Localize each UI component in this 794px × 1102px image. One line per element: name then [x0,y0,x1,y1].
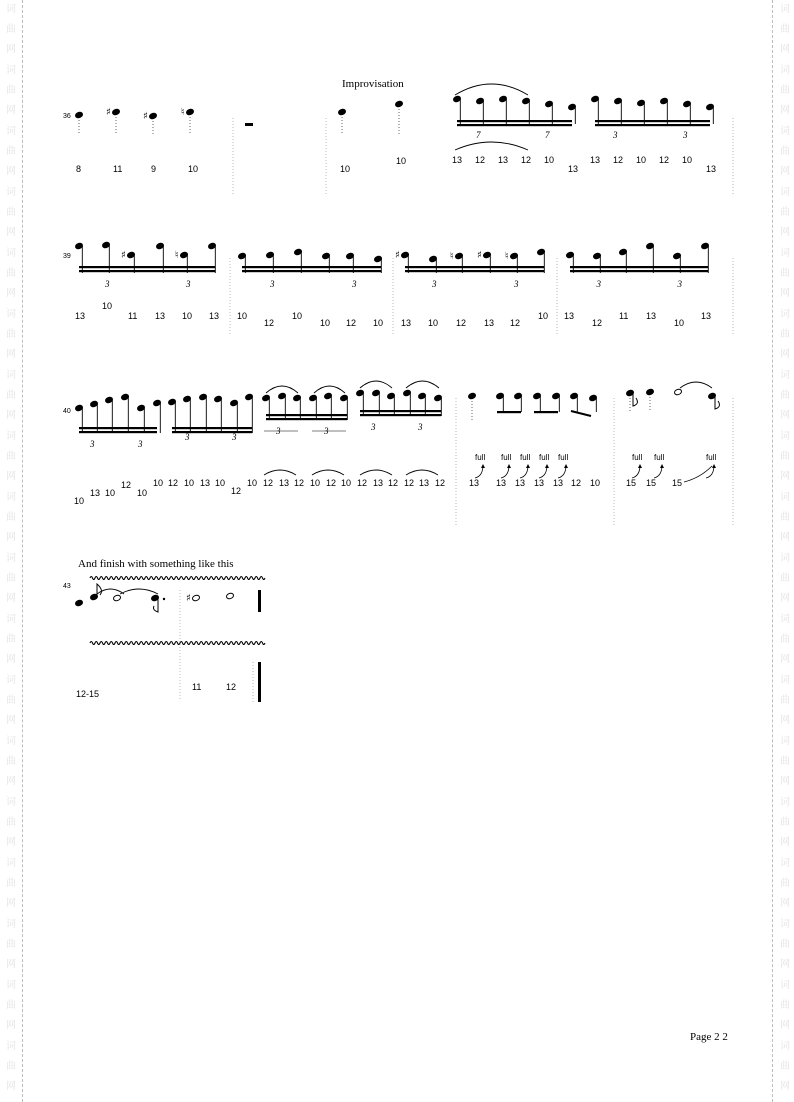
beam [457,120,572,122]
watermark-char: 曲 [6,756,16,767]
watermark-char: 曲 [780,1000,790,1011]
watermark-char: 网 [6,959,16,970]
watermark-char: 网 [780,593,790,604]
tab-number: 10 [215,478,226,488]
watermark-char: 词 [6,431,16,442]
watermark-char: 网 [780,166,790,177]
natural-sign: ♮ [505,251,509,262]
slur [455,142,528,150]
beam [571,411,591,416]
finish-label: And finish with something like this [78,558,234,570]
tab-number: 13 [590,155,601,165]
watermark-char: 网 [6,288,16,299]
watermark-char: 词 [780,187,790,198]
tab-number: 12 [510,318,521,328]
tab-number: 13 [646,311,657,321]
watermark-char: 网 [6,837,16,848]
tuplet-number: 3 [232,432,237,442]
beam [79,266,215,268]
watermark-char: 曲 [6,146,16,157]
tab-number: 13 [452,155,463,165]
tab-number: 9 [151,164,157,174]
watermark-char: 曲 [780,329,790,340]
watermark-char: 网 [6,532,16,543]
flag [715,396,719,409]
watermark-char: 网 [6,898,16,909]
tab-number: 12 [226,682,237,692]
watermark-char: 曲 [780,634,790,645]
tuplet-number: 3 [276,426,281,436]
watermark-char: 网 [6,44,16,55]
tab-number: 12 [263,478,274,488]
natural-sign: ♮ [181,107,185,118]
watermark-char: 网 [6,410,16,421]
note-head [646,388,655,395]
tab-number: 12 [264,318,275,328]
tuplet-number: 7 [476,130,481,140]
note-head [338,108,347,115]
slur [455,84,528,95]
tab-number: 10 [237,311,248,321]
watermark-char: 网 [6,593,16,604]
watermark-char: 曲 [780,573,790,584]
final-barline [258,590,261,612]
watermark-char: 词 [6,980,16,991]
tuplet-number: 3 [677,279,682,289]
tab-number: 13 [373,478,384,488]
natural-sign: ♮ [450,251,454,262]
tuplet-number: 3 [105,279,110,289]
tab-number: 13 [419,478,430,488]
watermark-char: 曲 [780,268,790,279]
tab-number: 10 [674,318,685,328]
tab-number: 8 [76,164,82,174]
sharp-sign: ♯ [477,250,482,261]
bend-arrow [684,466,712,482]
beam [534,411,558,413]
watermark-char: 曲 [780,939,790,950]
bend-arrowhead [481,464,485,468]
final-barline [258,662,261,702]
note-head [113,594,122,601]
tuplet-number: 3 [514,279,519,289]
note-head [112,108,121,115]
tab-number: 10 [188,164,199,174]
improvisation-label: Improvisation [342,78,404,90]
watermark-char: 网 [6,1020,16,1031]
watermark-char: 词 [6,492,16,503]
slur [360,470,392,475]
bend-label: full [475,453,486,462]
bend-arrowhead [638,464,642,468]
sharp-sign: ♯ [143,111,148,122]
watermark-char: 词 [6,858,16,869]
tab-number: 10 [153,478,164,488]
watermark-char: 网 [780,654,790,665]
tuplet-number: 3 [185,432,190,442]
watermark-char: 曲 [6,1061,16,1072]
tab-number: 12-15 [76,689,100,699]
tab-number: 12 [294,478,305,488]
beam [570,270,708,272]
tab-number: 13 [484,318,495,328]
watermark-char: 网 [6,715,16,726]
watermark-char: 词 [6,736,16,747]
tab-number: 10 [184,478,195,488]
beam [595,124,710,126]
tab-number: 11 [619,311,629,321]
watermark-char: 曲 [780,1061,790,1072]
tuplet-number: 3 [418,422,423,432]
slur [312,470,344,475]
watermark-char: 词 [6,919,16,930]
beam [242,266,381,268]
beam [405,270,544,272]
watermark-char: 词 [780,126,790,137]
tuplet-number: 3 [683,130,688,140]
watermark-char: 曲 [6,1000,16,1011]
beam [79,427,157,429]
watermark-char: 词 [780,1041,790,1052]
tuplet-number: 3 [324,426,329,436]
tab-number: 15 [646,478,657,488]
tab-number: 10 [341,478,352,488]
watermark-char: 曲 [780,695,790,706]
vibrato-line [90,642,265,645]
tuplet-number: 3 [371,422,376,432]
slur [120,589,158,594]
watermark-char: 网 [780,288,790,299]
tab-number: 12 [475,155,486,165]
watermark-char: 词 [780,370,790,381]
watermark-char: 词 [780,492,790,503]
watermark-char: 词 [780,4,790,15]
tab-number: 10 [636,155,647,165]
watermark-char: 曲 [6,268,16,279]
tab-number: 10 [682,155,693,165]
watermark-char: 词 [780,65,790,76]
slur [264,470,296,475]
watermark-char: 词 [780,980,790,991]
watermark-char: 曲 [780,817,790,828]
slur [314,386,345,393]
watermark-char: 网 [6,776,16,787]
tab-number: 11 [192,682,202,692]
sharp-sign: ♯ [395,250,400,261]
watermark-char: 词 [6,797,16,808]
watermark-char: 词 [6,248,16,259]
measure-number: 39 [63,253,71,260]
watermark-char: 词 [780,858,790,869]
beam [79,431,157,433]
watermark-char: 网 [780,410,790,421]
beam [360,414,441,416]
tab-number: 13 [534,478,545,488]
beam [570,266,708,268]
bend-label: full [632,453,643,462]
note-head [226,592,235,599]
watermark-char: 词 [6,370,16,381]
bend-label: full [706,453,717,462]
tab-number: 10 [544,155,555,165]
beam [266,418,347,420]
watermark-char: 网 [6,349,16,360]
watermark-char: 曲 [6,634,16,645]
bend-arrowhead [545,464,549,468]
watermark-char: 网 [6,166,16,177]
tab-number: 12 [388,478,399,488]
sharp-sign: ♯ [186,593,191,604]
tab-number: 10 [102,301,113,311]
bend-label: full [501,453,512,462]
beam [457,124,572,126]
tab-number: 13 [515,478,526,488]
tab-number: 13 [155,311,166,321]
watermark-char: 曲 [6,939,16,950]
watermark-char: 网 [780,837,790,848]
beam [405,266,544,268]
tab-number: 13 [496,478,507,488]
watermark-char: 网 [780,898,790,909]
note-head [468,392,477,399]
watermark-char: 网 [6,227,16,238]
page-number: Page 2 2 [690,1031,728,1043]
beam [266,414,347,416]
watermark-char: 网 [6,654,16,665]
watermark-char: 词 [6,675,16,686]
tab-number: 12 [571,478,582,488]
tab-number: 13 [706,164,717,174]
tab-number: 10 [373,318,384,328]
watermark-char: 曲 [6,207,16,218]
slur [406,470,438,475]
tab-number: 12 [231,486,242,496]
tab-number: 12 [326,478,337,488]
vibrato-line [90,577,265,580]
watermark-char: 曲 [6,878,16,889]
watermark-char: 词 [780,248,790,259]
watermark-char: 网 [780,105,790,116]
watermark-char: 曲 [6,817,16,828]
tab-number: 13 [701,311,712,321]
tab-number: 12 [346,318,357,328]
tuplet-number: 3 [270,279,275,289]
watermark-char: 网 [780,471,790,482]
tuplet-number: 3 [186,279,191,289]
watermark-char: 网 [6,105,16,116]
bend-arrowhead [660,464,664,468]
tab-number: 15 [626,478,637,488]
watermark-char: 曲 [6,85,16,96]
tab-number: 10 [74,496,85,506]
watermark-char: 词 [780,736,790,747]
tuplet-number: 3 [138,439,143,449]
note-head [75,111,84,118]
watermark-char: 词 [780,797,790,808]
bend-label: full [520,453,531,462]
tab-number: 13 [498,155,509,165]
tab-number: 10 [182,311,193,321]
beam [172,431,252,433]
watermark-char: 曲 [780,146,790,157]
measure-number: 36 [63,113,71,120]
watermark-char: 曲 [780,85,790,96]
note-head [186,108,195,115]
bend-label: full [654,453,665,462]
tab-number: 11 [128,311,138,321]
watermark-char: 词 [6,309,16,320]
tab-number: 13 [568,164,579,174]
bend-arrowhead [712,464,716,468]
watermark-char: 网 [780,776,790,787]
tab-number: 12 [456,318,467,328]
watermark-char: 词 [6,187,16,198]
beam [172,427,252,429]
watermark-char: 曲 [780,756,790,767]
watermark-char: 网 [780,1081,790,1092]
slur [360,381,392,388]
watermark-char: 网 [780,44,790,55]
tab-number: 12 [168,478,179,488]
bend-arrowhead [564,464,568,468]
tab-number: 15 [672,478,683,488]
tab-number: 13 [75,311,86,321]
tab-number: 12 [521,155,532,165]
tab-number: 10 [292,311,303,321]
watermark-char: 词 [6,4,16,15]
bend-label: full [558,453,569,462]
tab-number: 12 [592,318,603,328]
watermark-char: 词 [780,919,790,930]
tab-number: 12 [357,478,368,488]
watermark-char: 曲 [780,24,790,35]
beam [79,270,215,272]
watermark-char: 词 [6,126,16,137]
tab-number: 13 [469,478,480,488]
note-head [395,100,404,107]
watermark-char: 曲 [780,878,790,889]
tab-number: 13 [553,478,564,488]
watermark-char: 词 [6,614,16,625]
tab-number: 11 [113,164,123,174]
watermark-char: 曲 [780,390,790,401]
watermark-char: 词 [780,614,790,625]
tuplet-number: 3 [352,279,357,289]
watermark-char: 词 [780,553,790,564]
note-head [149,112,158,119]
half-rest [245,123,253,126]
watermark-char: 曲 [6,390,16,401]
tab-number: 10 [590,478,601,488]
slur [266,386,298,393]
watermark-char: 曲 [6,329,16,340]
beam [497,411,521,413]
watermark-char: 曲 [6,573,16,584]
natural-sign: ♮ [175,250,179,261]
watermark-char: 曲 [780,207,790,218]
watermark-char: 曲 [6,451,16,462]
watermark-char: 曲 [6,695,16,706]
tab-number: 10 [105,488,116,498]
watermark-char: 曲 [780,451,790,462]
note-head [192,594,201,601]
beam [242,270,381,272]
tuplet-number: 7 [545,130,550,140]
tuplet-number: 3 [90,439,95,449]
tab-number: 13 [209,311,220,321]
tab-number: 12 [435,478,446,488]
note-head [674,388,683,395]
watermark-char: 网 [780,349,790,360]
watermark-char: 词 [780,675,790,686]
tuplet-number: 3 [432,279,437,289]
watermark-char: 词 [6,1041,16,1052]
watermark-char: 网 [780,715,790,726]
watermark-char: 网 [780,959,790,970]
tab-number: 13 [200,478,211,488]
watermark-char: 网 [6,1081,16,1092]
watermark-char: 词 [6,65,16,76]
sharp-sign: ♯ [121,250,126,261]
tab-number: 12 [404,478,415,488]
tab-number: 10 [428,318,439,328]
tab-number: 12 [121,480,132,490]
watermark-char: 网 [780,532,790,543]
watermark-char: 曲 [6,24,16,35]
tab-number: 10 [320,318,331,328]
watermark-char: 词 [6,553,16,564]
slur [406,381,439,388]
watermark-char: 曲 [780,512,790,523]
dot [163,598,165,600]
tab-number: 12 [659,155,670,165]
measure-number: 43 [63,583,71,590]
beam [595,120,710,122]
tab-number: 13 [90,488,101,498]
tab-number: 10 [396,156,407,166]
beam [360,410,441,412]
bend-arrowhead [507,464,511,468]
tuplet-number: 3 [613,130,618,140]
flag [633,393,637,406]
sharp-sign: ♯ [106,107,111,118]
tab-number: 10 [310,478,321,488]
tab-number: 10 [247,478,258,488]
flag [97,584,101,597]
tab-number: 13 [401,318,412,328]
tab-number: 10 [340,164,351,174]
tab-number: 10 [538,311,549,321]
watermark-char: 网 [6,471,16,482]
slur [680,382,712,388]
tab-number: 13 [279,478,290,488]
tab-number: 10 [137,488,148,498]
watermark-char: 网 [780,227,790,238]
tuplet-number: 3 [596,279,601,289]
watermark-char: 曲 [6,512,16,523]
measure-number: 40 [63,408,71,415]
watermark-char: 网 [780,1020,790,1031]
watermark-char: 词 [780,431,790,442]
bend-arrowhead [526,464,530,468]
note-head [75,599,84,606]
watermark-char: 词 [780,309,790,320]
bend-label: full [539,453,550,462]
tab-number: 12 [613,155,624,165]
tab-number: 13 [564,311,575,321]
